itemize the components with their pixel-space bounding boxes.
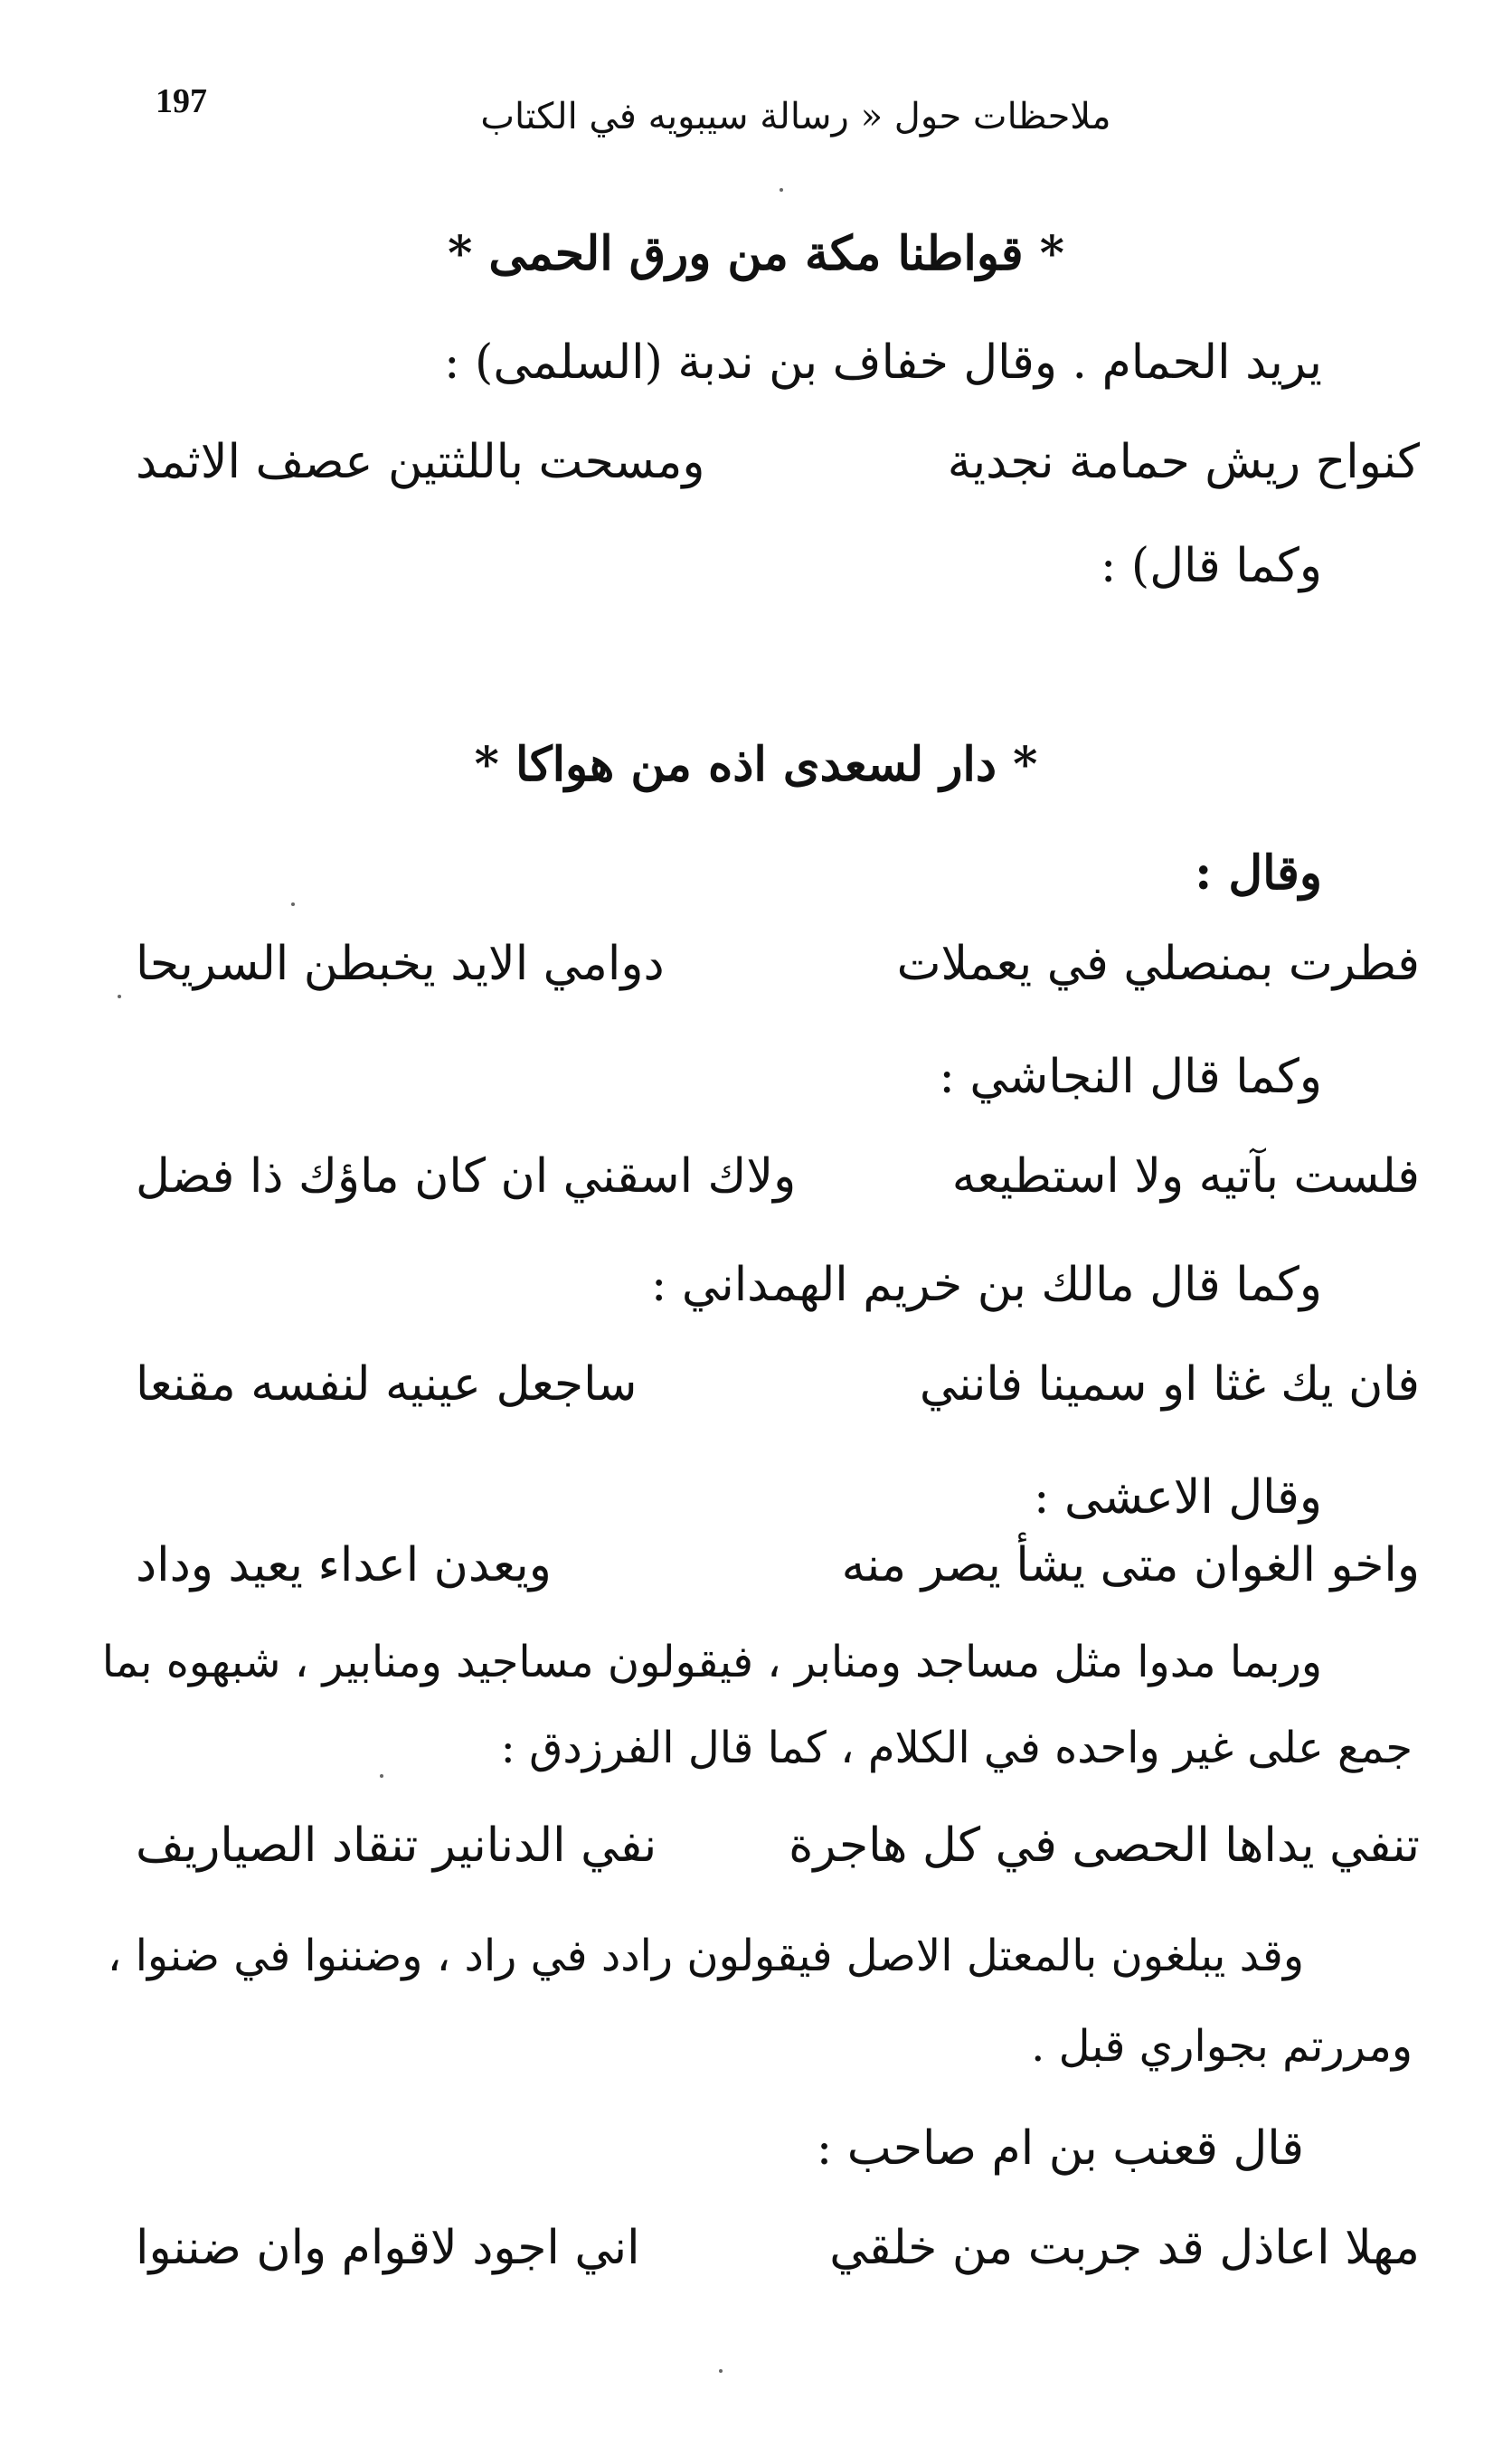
verse-hemistich-second: ومسحت باللثتين عصف الاثمد xyxy=(136,435,705,489)
text-line: وكما قال مالك بن خريم الهمداني : xyxy=(650,1258,1322,1312)
verse-hemistich-first: تنفي يداها الحصى في كل هاجرة xyxy=(789,1818,1420,1873)
verse-hemistich-first: فان يك غثا او سمينا فانني xyxy=(919,1357,1420,1412)
verse-line-quote: * دار لسعدى اذه من هواكا * xyxy=(474,737,1038,792)
verse-line-quote: * قواطنا مكة من ورق الحمى * xyxy=(448,226,1064,281)
text-line: يريد الحمام . وقال خفاف بن ندبة (السلمى) : xyxy=(443,335,1322,390)
verse-hemistich-first: فطرت بمنصلي في يعملات xyxy=(896,937,1420,991)
verse-hemistich-second: دوامي الايد يخبطن السريحا xyxy=(136,937,665,991)
verse-hemistich-first: مهلا اعاذل قد جربت من خلقي xyxy=(829,2221,1420,2275)
scan-speck xyxy=(118,995,121,998)
verse-hemistich-second: ويعدن اعداء يعيد وداد xyxy=(136,1538,552,1592)
page-number: 197 xyxy=(156,82,207,120)
text-line: وقد يبلغون بالمعتل الاصل فيقولون رادد في راد ، وضننوا في ضنوا ، xyxy=(107,1931,1304,1981)
running-title: ملاحظات حول « رسالة سيبويه في الكتاب xyxy=(480,96,1111,137)
scan-speck xyxy=(291,902,295,906)
text-line: وربما مدوا مثل مساجد ومنابر ، فيقولون مساجيد ومنابير ، شبهوه بما xyxy=(101,1637,1322,1687)
text-line: وكما قال النجاشي : xyxy=(939,1050,1322,1104)
text-line: وقال : xyxy=(1195,845,1322,901)
text-line: قال قعنب بن ام صاحب : xyxy=(816,2121,1304,2176)
verse-hemistich-second: اني اجود لاقوام وان ضننوا xyxy=(136,2221,640,2275)
text-line: جمع على غير واحده في الكلام ، كما قال الفرزدق : xyxy=(500,1723,1413,1773)
verse-hemistich-first: كنواح ريش حمامة نجدية xyxy=(947,435,1420,489)
text-line: وكما قال) : xyxy=(1100,539,1322,593)
verse-hemistich-first: واخو الغوان متى يشأ يصر منه xyxy=(841,1538,1420,1592)
scan-speck xyxy=(380,1774,383,1778)
verse-hemistich-first: فلست بآتيه ولا استطيعه xyxy=(951,1149,1420,1204)
text-line: وقال الاعشى : xyxy=(1033,1470,1322,1525)
verse-hemistich-second: نفي الدنانير تنقاد الصياريف xyxy=(136,1818,657,1873)
verse-hemistich-second: ساجعل عينيه لنفسه مقنعا xyxy=(136,1357,638,1412)
text-line: ومررتم بجواري قبل . xyxy=(1031,2021,1413,2072)
scan-speck xyxy=(780,188,783,192)
scan-speck xyxy=(719,2369,723,2373)
verse-hemistich-second: ولاك اسقني ان كان ماؤك ذا فضل xyxy=(136,1149,797,1204)
